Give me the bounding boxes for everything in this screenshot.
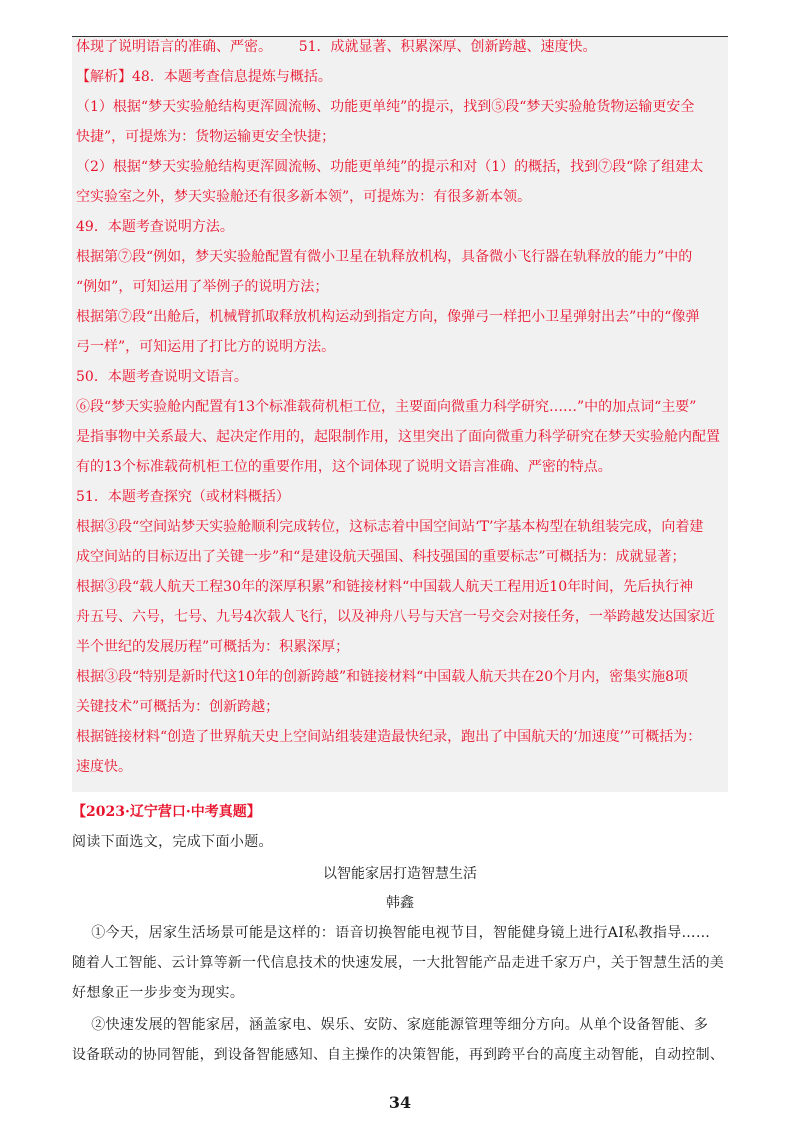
answer-line: （2）根据“梦天实验舱结构更浑圆流畅、功能更单纯”的提示和对（1）的概括，找到⑦段“除了组建太 [76, 159, 704, 175]
answer-line: 体现了说明语言的准确、严密。 51．成就显著、积累深厚、创新跨越、速度快。 [76, 39, 597, 55]
answer-line: 50．本题考查说明文语言。 [76, 369, 248, 385]
answer-line: “例如”，可知运用了举例子的说明方法； [76, 279, 329, 295]
answer-line: 49．本题考查说明方法。 [76, 219, 234, 235]
answer-line: 根据③段“空间站梦天实验舱顺利完成转位，这标志着中国空间站‘T’字基本构型在轨组装完成，向着建 [76, 519, 704, 535]
answer-line: （1）根据“梦天实验舱结构更浑圆流畅、功能更单纯”的提示，找到⑤段“梦天实验舱货物运输更安全 [76, 99, 695, 115]
answer-line: 快捷”，可提炼为：货物运输更安全快捷； [76, 129, 336, 145]
answer-line: 根据③段“特别是新时代这10年的创新跨越”和链接材料“中国载人航天共在20个月内，密集实施8项 [76, 669, 689, 685]
article-line: 设备联动的协同智能，到设备智能感知、自主操作的决策智能，再到跨平台的高度主动智能，自动控制、 [72, 1047, 725, 1063]
article-line: 好想象正一步步变为现实。 [72, 985, 245, 1001]
answer-line: 速度快。 [76, 759, 132, 775]
article-title: 以智能家居打造智慧生活 [323, 866, 477, 882]
answer-line: 根据第⑦段“出舱后，机械臂抓取释放机构运动到指定方向，像弹弓一样把小卫星弹射出去”中的“像弹 [76, 309, 700, 325]
answer-line: 51．本题考查探究（或材料概括） [76, 489, 290, 505]
answer-line: 半个世纪的发展历程”可概括为：积累深厚； [76, 639, 350, 655]
answer-line: 根据链接材料“创造了世界航天史上空间站组装建造最快纪录，跑出了中国航天的‘加速度’”可概括为： [76, 729, 702, 745]
page-number: 34 [388, 1093, 412, 1112]
article-line: ①今天，居家生活场景可能是这样的：语音切换智能电视节目，智能健身镜上进行AI私教指导…… [72, 925, 711, 941]
answer-line: 关键技术”可概括为：创新跨越； [76, 699, 280, 715]
article-line: ②快速发展的智能家居，涵盖家电、娱乐、安防、家庭能源管理等细分方向。从单个设备智能、多 [72, 1017, 709, 1033]
instruction-text: 阅读下面选文，完成下面小题。 [72, 834, 273, 850]
answer-line: 有的13个标准载荷机柜工位的重要作用，这个词体现了说明文语言准确、严密的特点。 [76, 459, 612, 475]
answer-line: 根据③段“载人航天工程30年的深厚积累”和链接材料“中国载人航天工程用近10年时间，先后执行神 [76, 579, 694, 595]
answer-line: 弓一样”，可知运用了打比方的说明方法。 [76, 339, 336, 355]
answer-line: 是指事物中关系最大、起决定作用的，起限制作用，这里突出了面向微重力科学研究在梦天实验舱内配置 [76, 429, 720, 445]
article-author: 韩鑫 [386, 895, 414, 911]
article-line: 随着人工智能、云计算等新一代信息技术的快速发展，一大批智能产品走进千家万户，关于智慧生活的美 [72, 955, 725, 971]
answer-line: 根据第⑦段“例如，梦天实验舱配置有微小卫星在轨释放机构，具备微小飞行器在轨释放的能力”中的 [76, 249, 693, 265]
answer-line: 成空间站的目标迈出了关键一步”和“是建设航天强国、科技强国的重要标志”可概括为：成就显著； [76, 549, 686, 565]
answer-line: 空实验室之外，梦天实验舱还有很多新本领”，可提炼为：有很多新本领。 [76, 189, 532, 205]
answer-line: ⑥段“梦天实验舱内配置有13个标准载荷机柜工位，主要面向微重力科学研究……”中的加点词“主要” [76, 399, 697, 415]
answer-line: 舟五号、六号，七号、九号4次载人飞行，以及神舟八号与天宫一号交会对接任务，一举跨越发达国家近 [76, 609, 715, 625]
answer-line: 【解析】48．本题考查信息提炼与概括。 [76, 69, 332, 85]
source-tag: 【2023·辽宁营口·中考真题】 [72, 804, 261, 820]
